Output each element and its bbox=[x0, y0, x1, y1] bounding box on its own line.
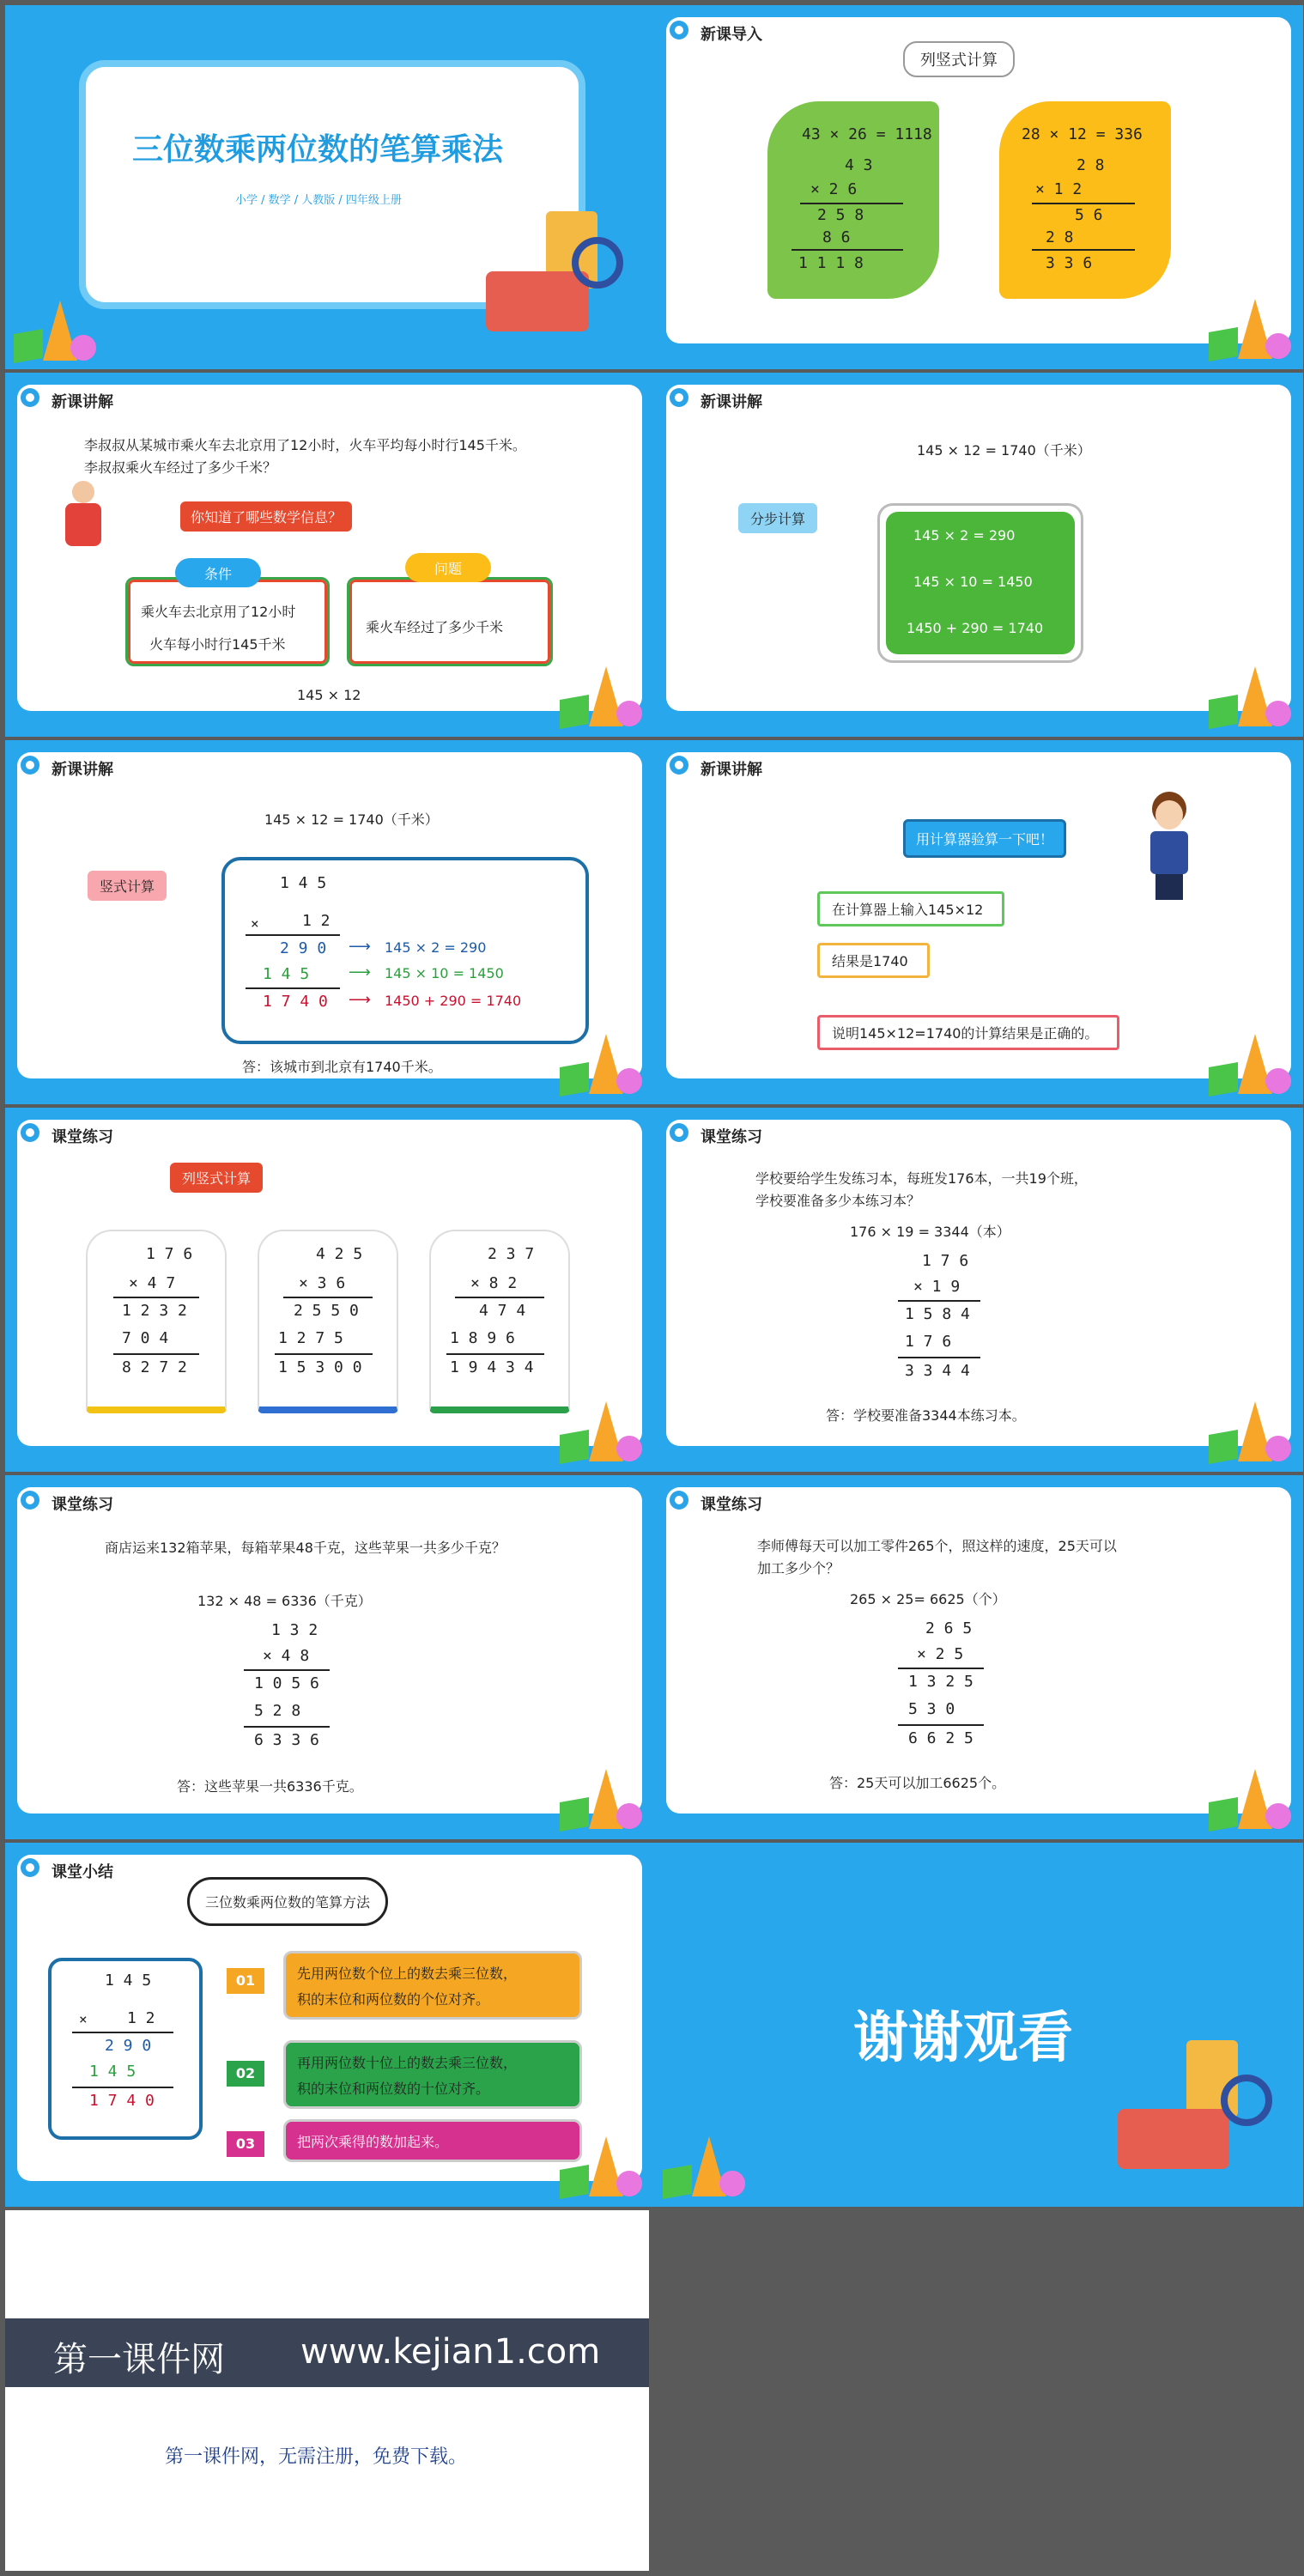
calc-line bbox=[800, 203, 903, 204]
calc-row: 1 4 5 bbox=[263, 965, 310, 983]
geometry-decoration bbox=[1209, 658, 1295, 726]
calc-line bbox=[446, 1353, 544, 1355]
calc-row: 2 5 8 bbox=[817, 206, 864, 224]
calc-row: × 1 2 bbox=[1035, 180, 1083, 198]
condition-2: 火车每小时行145千米 bbox=[149, 636, 286, 653]
calc-row: 1 2 bbox=[127, 2009, 155, 2027]
equation: 132 × 48 = 6336（千克） bbox=[197, 1593, 372, 1609]
section-title: 课堂练习 bbox=[701, 1496, 762, 1514]
calc-line bbox=[113, 1297, 199, 1298]
slide-card bbox=[17, 1487, 642, 1814]
calc-row: 1 7 6 bbox=[922, 1252, 969, 1270]
calc-line bbox=[898, 1357, 980, 1358]
footer-brand: 第一课件网 bbox=[53, 2340, 225, 2379]
calc-row: 2 9 0 bbox=[280, 939, 327, 957]
note-2: 145 × 10 = 1450 bbox=[385, 965, 504, 981]
problem-line: 商店运来132箱苹果，每箱苹果48千克，这些苹果一共多少千克？ bbox=[105, 1540, 506, 1556]
arrow-icon: ⟶ bbox=[349, 938, 371, 956]
page-title: 三位数乘两位数的笔算乘法 bbox=[132, 132, 504, 167]
problem-line-2: 学校要准备多少本练习本？ bbox=[755, 1193, 921, 1209]
geometry-decoration bbox=[1209, 290, 1295, 359]
calc-row: 5 3 0 bbox=[908, 1700, 955, 1718]
calc-row: 1 0 5 6 bbox=[254, 1674, 319, 1692]
slide-11[interactable] bbox=[5, 1843, 654, 2207]
equation: 145 × 12 = 1740（千米） bbox=[264, 811, 439, 828]
geometry-decoration bbox=[560, 1760, 646, 1829]
calc-row: 1 4 5 bbox=[89, 2063, 136, 2081]
calc-row: 1 2 7 5 bbox=[278, 1329, 343, 1347]
calc-line bbox=[455, 1297, 544, 1298]
step-2: 145 × 10 = 1450 bbox=[913, 574, 1033, 590]
step-1-line-1: 先用两位数个位上的数去乘三位数， bbox=[297, 1965, 518, 1982]
calc-line bbox=[246, 934, 340, 936]
geometry-decoration bbox=[663, 2128, 749, 2196]
task-badge: 列竖式计算 bbox=[903, 41, 1015, 77]
section-title: 新课讲解 bbox=[52, 761, 113, 779]
school-illustration bbox=[469, 211, 632, 357]
calc-row: × 4 8 bbox=[263, 1647, 310, 1665]
equation: 265 × 25= 6625（个） bbox=[850, 1591, 1006, 1607]
calc-line bbox=[275, 1353, 373, 1355]
calc-row: 1 7 6 bbox=[146, 1245, 193, 1263]
footer-panel bbox=[5, 2210, 649, 2571]
step-card-1 bbox=[283, 1951, 582, 2020]
arrow-icon: ⟶ bbox=[349, 991, 371, 1009]
calc-row: 1 7 6 bbox=[905, 1333, 952, 1351]
equation: 176 × 19 = 3344（本） bbox=[850, 1224, 1010, 1240]
condition-cloud: 条件 bbox=[175, 558, 261, 587]
calc-row: 8 2 7 2 bbox=[122, 1358, 187, 1376]
thanks-title: 谢谢观看 bbox=[853, 2007, 1073, 2070]
calc-row: × 8 2 bbox=[470, 1274, 518, 1292]
geometry-decoration bbox=[560, 2128, 646, 2196]
calc-row: × 2 5 bbox=[917, 1645, 964, 1663]
slide-8[interactable] bbox=[654, 1108, 1303, 1472]
problem-line-1: 学校要给学生发练习本，每班发176本，一共19个班， bbox=[755, 1170, 1088, 1187]
calc-row: 6 6 2 5 bbox=[908, 1729, 973, 1747]
calc-row: 8 6 bbox=[822, 228, 851, 246]
arrow-box-1: 在计算器上输入145×12 bbox=[817, 891, 1004, 927]
section-title: 新课讲解 bbox=[701, 393, 762, 411]
step-3-line-1: 把两次乘得的数加起来。 bbox=[297, 2134, 449, 2150]
note-3: 1450 + 290 = 1740 bbox=[385, 993, 522, 1009]
task-badge: 列竖式计算 bbox=[170, 1163, 263, 1193]
calc-line bbox=[244, 1669, 330, 1671]
answer: 答：该城市到北京有1740千米。 bbox=[242, 1059, 442, 1075]
footer-slogan: 第一课件网，无需注册，免费下载。 bbox=[165, 2446, 468, 2468]
section-title: 新课讲解 bbox=[701, 761, 762, 779]
calc-row: 3 3 4 4 bbox=[905, 1362, 970, 1380]
calc-row: × 1 9 bbox=[913, 1278, 961, 1296]
slide-4[interactable] bbox=[654, 373, 1303, 737]
calc-row: 1 8 9 6 bbox=[450, 1329, 515, 1347]
answer: 答：这些苹果一共6336千克。 bbox=[177, 1778, 363, 1795]
note-1: 145 × 2 = 290 bbox=[385, 939, 487, 956]
slide-6[interactable] bbox=[654, 740, 1303, 1104]
slide-12[interactable] bbox=[654, 1843, 1303, 2207]
step-badge-3: 03 bbox=[227, 2131, 264, 2157]
slide-1[interactable] bbox=[5, 5, 654, 369]
section-title: 新课讲解 bbox=[52, 393, 113, 411]
method-label: 分步计算 bbox=[738, 503, 817, 533]
section-title: 课堂练习 bbox=[52, 1128, 113, 1146]
calc-row: 4 3 bbox=[845, 156, 873, 174]
calc-line bbox=[244, 1726, 330, 1728]
problem-line-2: 加工多少个？ bbox=[757, 1560, 840, 1577]
calc-line bbox=[1032, 249, 1135, 251]
course-meta: 小学 / 数学 / 人教版 / 四年级上册 bbox=[235, 194, 402, 207]
calc-row: 2 8 bbox=[1046, 228, 1074, 246]
calc-row: 1 5 3 0 0 bbox=[278, 1358, 362, 1376]
calc-row: 2 5 5 0 bbox=[294, 1302, 359, 1320]
calc-row: 5 2 8 bbox=[254, 1702, 301, 1720]
expression: 145 × 12 bbox=[297, 687, 361, 703]
calc-row: × 3 6 bbox=[299, 1274, 346, 1292]
calc-row: 7 0 4 bbox=[122, 1329, 169, 1347]
step-3: 1450 + 290 = 1740 bbox=[907, 620, 1044, 636]
step-card-2 bbox=[283, 2040, 582, 2109]
calc-row: × 2 6 bbox=[810, 180, 858, 198]
geometry-decoration bbox=[14, 292, 100, 361]
geometry-decoration bbox=[560, 1025, 646, 1094]
footer-url[interactable]: www.kejian1.com bbox=[300, 2332, 601, 2372]
calc-row: 4 2 5 bbox=[316, 1245, 363, 1263]
calc-row: 2 8 bbox=[1077, 156, 1105, 174]
arrow-box-2: 结果是1740 bbox=[817, 943, 930, 978]
calc-row: 1 3 2 bbox=[271, 1621, 318, 1639]
school-illustration bbox=[1101, 2040, 1281, 2195]
calc-row: × 4 7 bbox=[129, 1274, 176, 1292]
calc-row: 1 5 8 4 bbox=[905, 1305, 970, 1323]
geometry-decoration bbox=[1209, 1393, 1295, 1461]
problem-line-2: 李叔叔乘火车经过了多少千米？ bbox=[84, 459, 277, 476]
question-text: 乘火车经过了多少千米 bbox=[366, 619, 504, 635]
calc-row: 1 4 5 bbox=[105, 1971, 152, 1990]
calc-row: 6 3 3 6 bbox=[254, 1731, 319, 1749]
calc-row: × bbox=[79, 2011, 88, 2027]
step-2-line-1: 再用两位数十位上的数去乘三位数， bbox=[297, 2055, 518, 2071]
calc-row: 1 7 4 0 bbox=[263, 993, 328, 1011]
calc-row: × bbox=[251, 915, 259, 932]
geometry-decoration bbox=[560, 1393, 646, 1461]
geometry-decoration bbox=[560, 658, 646, 726]
calc-line bbox=[1032, 203, 1135, 204]
geometry-decoration bbox=[1209, 1760, 1295, 1829]
calc-line bbox=[791, 249, 903, 251]
boy-figure bbox=[1140, 792, 1200, 903]
calc-row: 3 3 6 bbox=[1046, 254, 1093, 272]
summary-cloud: 三位数乘两位数的笔算方法 bbox=[187, 1877, 388, 1926]
method-label: 竖式计算 bbox=[88, 871, 167, 901]
question-cloud: 问题 bbox=[405, 553, 491, 582]
calc-row: 1 3 2 5 bbox=[908, 1673, 973, 1691]
step-1-line-2: 积的末位和两位数的个位对齐。 bbox=[297, 1991, 490, 2008]
calc-row: 4 7 4 bbox=[479, 1302, 526, 1320]
example-eq-right: 28 × 12 = 336 bbox=[1022, 125, 1143, 143]
example-eq-left: 43 × 26 = 1118 bbox=[802, 125, 932, 143]
arrow-icon: ⟶ bbox=[349, 963, 371, 981]
step-badge-2: 02 bbox=[227, 2061, 264, 2087]
problem-line-1: 李师傅每天可以加工零件265个，照这样的速度，25天可以 bbox=[757, 1538, 1117, 1554]
calc-line bbox=[898, 1724, 984, 1726]
geometry-decoration bbox=[1209, 1025, 1295, 1094]
calc-line bbox=[72, 2087, 173, 2088]
step-2-line-2: 积的末位和两位数的十位对齐。 bbox=[297, 2081, 490, 2097]
arrow-box-3: 说明145×12=1740的计算结果是正确的。 bbox=[817, 1015, 1119, 1050]
slide-5[interactable] bbox=[5, 740, 654, 1104]
teacher-figure bbox=[57, 481, 108, 558]
section-title: 课堂练习 bbox=[52, 1496, 113, 1514]
calc-row: 1 1 1 8 bbox=[798, 254, 864, 272]
slide-10[interactable] bbox=[654, 1475, 1303, 1839]
answer: 答：学校要准备3344本练习本。 bbox=[826, 1407, 1026, 1424]
equation: 145 × 12 = 1740（千米） bbox=[917, 442, 1091, 459]
calc-line bbox=[113, 1353, 199, 1355]
question-bubble: 你知道了哪些数学信息？ bbox=[180, 501, 352, 532]
step-1: 145 × 2 = 290 bbox=[913, 527, 1016, 544]
calc-line bbox=[283, 1297, 373, 1298]
calc-row: 2 9 0 bbox=[105, 2037, 152, 2055]
calc-line bbox=[72, 2032, 173, 2033]
slide-2[interactable] bbox=[654, 5, 1303, 369]
answer: 答：25天可以加工6625个。 bbox=[829, 1775, 1006, 1791]
condition-1: 乘火车去北京用了12小时 bbox=[141, 604, 296, 620]
calc-row: 1 4 5 bbox=[280, 874, 327, 892]
step-badge-1: 01 bbox=[227, 1968, 264, 1994]
section-title: 课堂练习 bbox=[701, 1128, 762, 1146]
calc-row: 5 6 bbox=[1075, 206, 1103, 224]
calc-row: 1 2 bbox=[302, 912, 331, 930]
slide-9[interactable] bbox=[5, 1475, 654, 1839]
calc-line bbox=[246, 987, 340, 989]
slide-7[interactable] bbox=[5, 1108, 654, 1472]
calc-line bbox=[898, 1300, 980, 1302]
calc-row: 1 7 4 0 bbox=[89, 2092, 155, 2110]
section-title: 课堂小结 bbox=[52, 1863, 113, 1881]
problem-line-1: 李叔叔从某城市乘火车去北京用了12小时，火车平均每小时行145千米。 bbox=[84, 437, 526, 453]
calc-row: 2 3 7 bbox=[488, 1245, 535, 1263]
calc-row: 1 2 3 2 bbox=[122, 1302, 187, 1320]
calc-line bbox=[898, 1668, 984, 1669]
calc-row: 2 6 5 bbox=[925, 1619, 973, 1637]
calc-row: 1 9 4 3 4 bbox=[450, 1358, 534, 1376]
section-title: 新课导入 bbox=[701, 26, 762, 44]
speech-bubble: 用计算器验算一下吧！ bbox=[903, 819, 1066, 858]
slide-3[interactable] bbox=[5, 373, 654, 737]
